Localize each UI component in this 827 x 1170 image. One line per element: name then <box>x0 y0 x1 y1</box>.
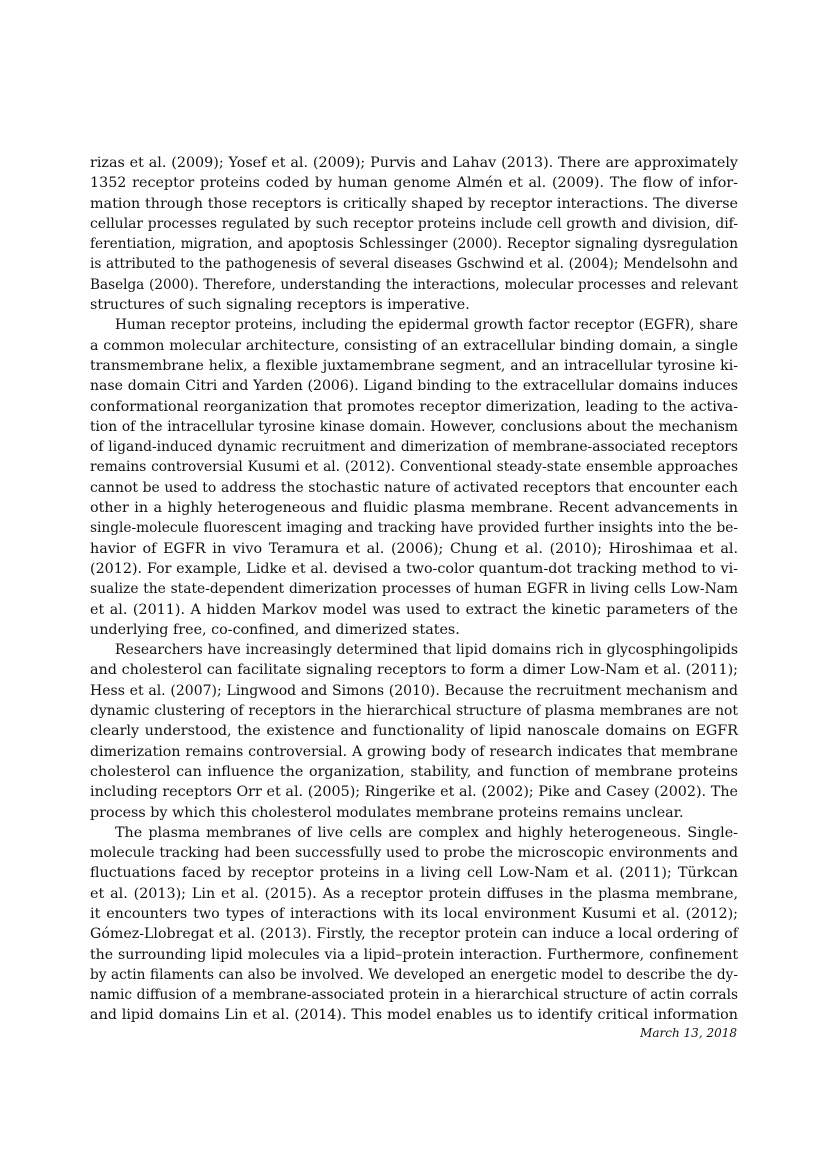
text-line: and cholesterol can facilitate signaling receptors to form a dimer Low-Nam et al. (2011); <box>90 662 738 679</box>
text-line: sualize the state-dependent dimerization processes of human EGFR in living cells Low-Nam <box>90 581 738 598</box>
text-line: other in a highly heterogeneous and fluidic plasma membrane. Recent advancements in <box>90 500 738 517</box>
text-line: Human receptor proteins, including the epidermal growth factor receptor (EGFR), share <box>115 317 738 334</box>
text-line: 1352 receptor proteins coded by human genome Almén et al. (2009). The flow of infor- <box>90 175 738 192</box>
text-line: The plasma membranes of live cells are complex and highly heterogeneous. Single- <box>115 824 738 841</box>
text-line: underlying free, co-confined, and dimerized states. <box>90 621 460 638</box>
text-line: remains controversial Kusumi et al. (2012). Conventional steady-state ensemble approaches <box>90 459 738 476</box>
text-line: single-molecule fluorescent imaging and tracking have provided further insights into the be- <box>90 520 738 537</box>
text-line: process by which this cholesterol modulates membrane proteins remains unclear. <box>90 804 684 821</box>
text-line: the surrounding lipid molecules via a lipid–protein interaction. Furthermore, confinement <box>90 946 738 963</box>
text-line: namic diffusion of a membrane-associated protein in a hierarchical structure of actin corrals <box>90 987 738 1004</box>
paragraph-1 <box>90 153 738 315</box>
text-line: et al. (2011). A hidden Markov model was used to extract the kinetic parameters of the <box>90 601 738 618</box>
text-line: a common molecular architecture, consisting of an extracellular binding domain, a single <box>90 337 738 354</box>
text-line: dimerization remains controversial. A growing body of research indicates that membrane <box>90 743 738 760</box>
text-line: dynamic clustering of receptors in the hierarchical structure of plasma membranes are not <box>90 703 738 720</box>
text-line: by actin filaments can also be involved. We developed an energetic model to describe the dy- <box>90 966 738 983</box>
footer-date: March 13, 2018 <box>640 1026 737 1040</box>
text-line: ferentiation, migration, and apoptosis Schlessinger (2000). Receptor signaling dysregulation <box>90 236 738 253</box>
text-line: conformational reorganization that promotes receptor dimerization, leading to the activa- <box>90 398 738 415</box>
text-line: (2012). For example, Lidke et al. devised a two-color quantum-dot tracking method to vi- <box>90 560 738 577</box>
text-line: structures of such signaling receptors is imperative. <box>90 297 470 314</box>
text-line: of ligand-induced dynamic recruitment and dimerization of membrane-associated receptors <box>90 439 738 456</box>
text-line: Baselga (2000). Therefore, understanding the interactions, molecular processes and relevant <box>90 276 738 293</box>
text-line: fluctuations faced by receptor proteins in a living cell Low-Nam et al. (2011); Türkcan <box>90 865 738 882</box>
body-text <box>90 153 738 1026</box>
text-line: Gómez-Llobregat et al. (2013). Firstly, the receptor protein can induce a local ordering of <box>90 926 738 943</box>
text-line: is attributed to the pathogenesis of several diseases Gschwind et al. (2004); Mendelsohn and <box>90 256 738 273</box>
text-line: and lipid domains Lin et al. (2014). This model enables us to identify critical information <box>90 1007 738 1024</box>
text-line: rizas et al. (2009); Yosef et al. (2009); Purvis and Lahav (2013). There are approximately <box>90 155 738 171</box>
text-line: Hess et al. (2007); Lingwood and Simons (2010). Because the recruitment mechanism and <box>90 682 738 699</box>
text-line: mation through those receptors is critically shaped by receptor interactions. The diverse <box>90 195 738 212</box>
text-line: nase domain Citri and Yarden (2006). Ligand binding to the extracellular domains induces <box>90 378 738 395</box>
text-line: it encounters two types of interactions with its local environment Kusumi et al. (2012); <box>90 905 738 922</box>
text-line: et al. (2013); Lin et al. (2015). As a receptor protein diffuses in the plasma membrane, <box>90 885 738 902</box>
text-line: transmembrane helix, a flexible juxtamembrane segment, and an intracellular tyrosine ki- <box>90 357 738 374</box>
text-line: molecule tracking had been successfully used to probe the microscopic environments and <box>90 845 738 862</box>
paragraph-4 <box>90 823 738 1026</box>
text-line: including receptors Orr et al. (2005); Ringerike et al. (2002); Pike and Casey (2002). The <box>90 784 738 801</box>
paragraph-2 <box>90 315 738 640</box>
text-line: tion of the intracellular tyrosine kinase domain. However, conclusions about the mechanism <box>90 418 738 435</box>
text-line: cannot be used to address the stochastic nature of activated receptors that encounter each <box>90 479 738 496</box>
text-line: cellular processes regulated by such receptor proteins include cell growth and division, dif- <box>90 215 738 232</box>
text-line: clearly understood, the existence and functionality of lipid nanoscale domains on EGFR <box>90 723 738 740</box>
text-line: Researchers have increasingly determined that lipid domains rich in glycosphingolipids <box>115 642 738 659</box>
text-line: havior of EGFR in vivo Teramura et al. (2006); Chung et al. (2010); Hiroshimaa et al. <box>90 540 738 557</box>
paragraph-3 <box>90 640 738 823</box>
text-line: cholesterol can influence the organization, stability, and function of membrane proteins <box>90 763 738 780</box>
